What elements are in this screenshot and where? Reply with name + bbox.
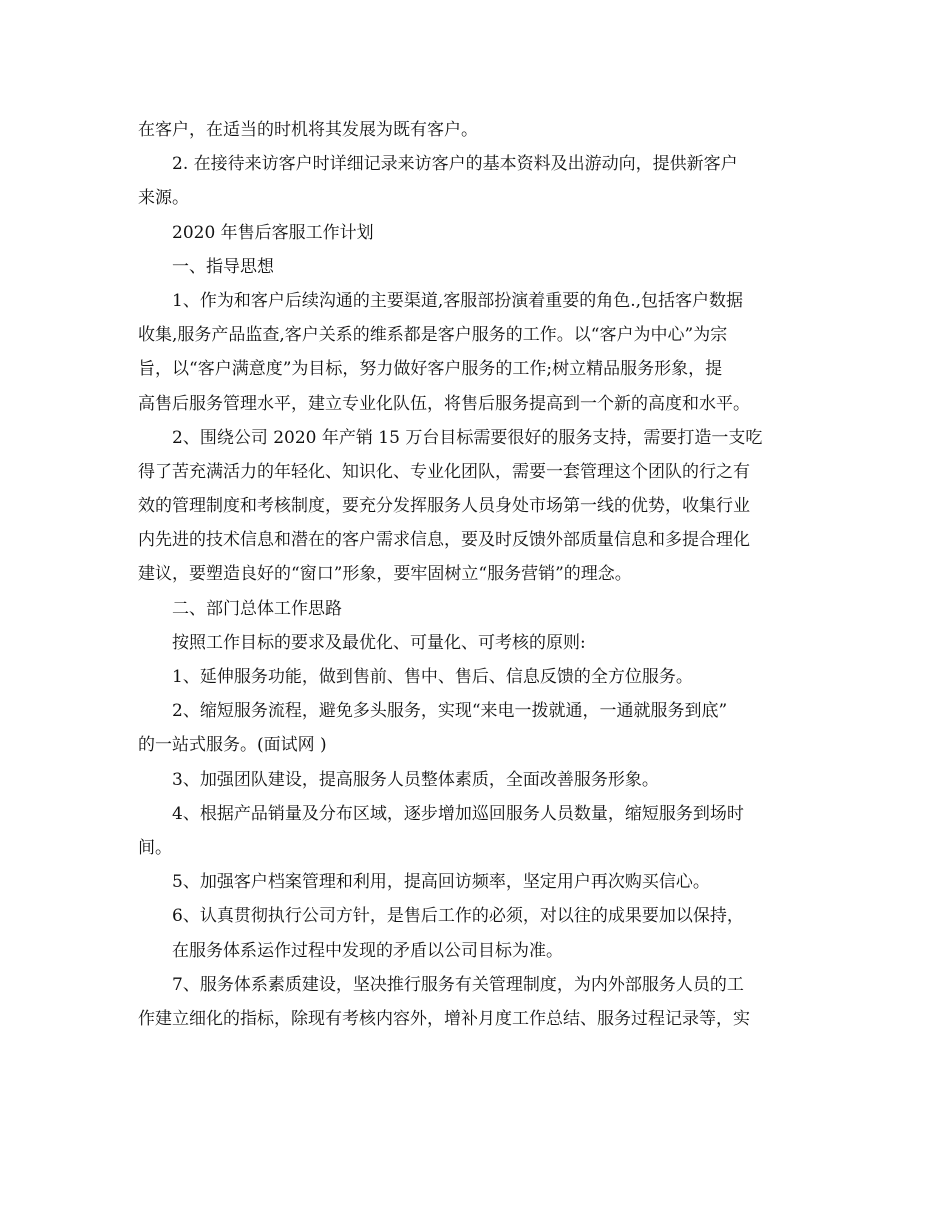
text-line: 收集,服务产品监查,客户关系的维系都是客户服务的工作。以“客户为中心”为宗: [138, 325, 728, 346]
text-line: 按照工作目标的要求及最优化、可量化、可考核的原则:: [172, 632, 586, 653]
text-line: 得了苦充满活力的年轻化、知识化、专业化团队，需要一套管理这个团队的行之有: [138, 461, 750, 482]
text-line: 7、服务体系素质建设，坚决推行服务有关管理制度，为内外部服务人员的工: [172, 974, 744, 995]
text-line: 1、延伸服务功能，做到售前、售中、售后、信息反馈的全方位服务。: [172, 667, 693, 687]
text-line: 建议，要塑造良好的“窗口”形象，要牢固树立“服务营销”的理念。: [138, 564, 632, 585]
text-line: 2. 在接待来访客户时详细记录来访客户的基本资料及出游动向，提供新客户: [172, 154, 738, 175]
text-line: 在客户，在适当的时机将其发展为既有客户。: [138, 120, 478, 140]
text-line: 3、加强团队建设，提高服务人员整体素质，全面改善服务形象。: [172, 769, 659, 790]
section-heading: 一、指导思想: [172, 256, 274, 277]
text-line: 6、认真贯彻执行公司方针，是售后工作的必须，对以往的成果要加以保持，: [172, 906, 744, 927]
text-line: 5、加强客户档案管理和利用，提高回访频率，坚定用户再次购买信心。: [172, 872, 710, 893]
text-line: 来源。: [138, 188, 189, 209]
text-line: 高售后服务管理水平，建立专业化队伍，将售后服务提高到一个新的高度和水平。: [138, 393, 750, 414]
text-line: 2、缩短服务流程，避免多头服务，实现“来电一拨就通，一通就服务到底”: [172, 701, 728, 722]
text-line: 1、作为和客户后续沟通的主要渠道,客服部扮演着重要的角色.,包括客户数据: [172, 290, 744, 311]
document-body: [138, 113, 818, 1036]
text-line: 的一站式服务。(面试网 ): [138, 735, 327, 756]
section-heading: 2020 年售后客服工作计划: [172, 222, 374, 243]
text-line: 效的管理制度和考核制度，要充分发挥服务人员身处市场第一线的优势，收集行业: [138, 496, 750, 517]
text-line: 作建立细化的指标，除现有考核内容外，增补月度工作总结、服务过程记录等，实: [138, 1008, 750, 1029]
text-line: 2、围绕公司 2020 年产销 15 万台目标需要很好的服务支持，需要打造一支吃: [172, 427, 763, 448]
text-line: 4、根据产品销量及分布区域，逐步增加巡回服务人员数量，缩短服务到场时: [172, 803, 744, 824]
text-line: 内先进的技术信息和潜在的客户需求信息，要及时反馈外部质量信息和多提合理化: [138, 530, 750, 551]
text-line: 间。: [138, 837, 172, 858]
text-line: 旨，以“客户满意度”为目标，努力做好客户服务的工作;树立精品服务形象，提: [138, 359, 723, 380]
text-line: 在服务体系运作过程中发现的矛盾以公司目标为准。: [172, 940, 563, 961]
section-heading: 二、部门总体工作思路: [172, 598, 342, 619]
